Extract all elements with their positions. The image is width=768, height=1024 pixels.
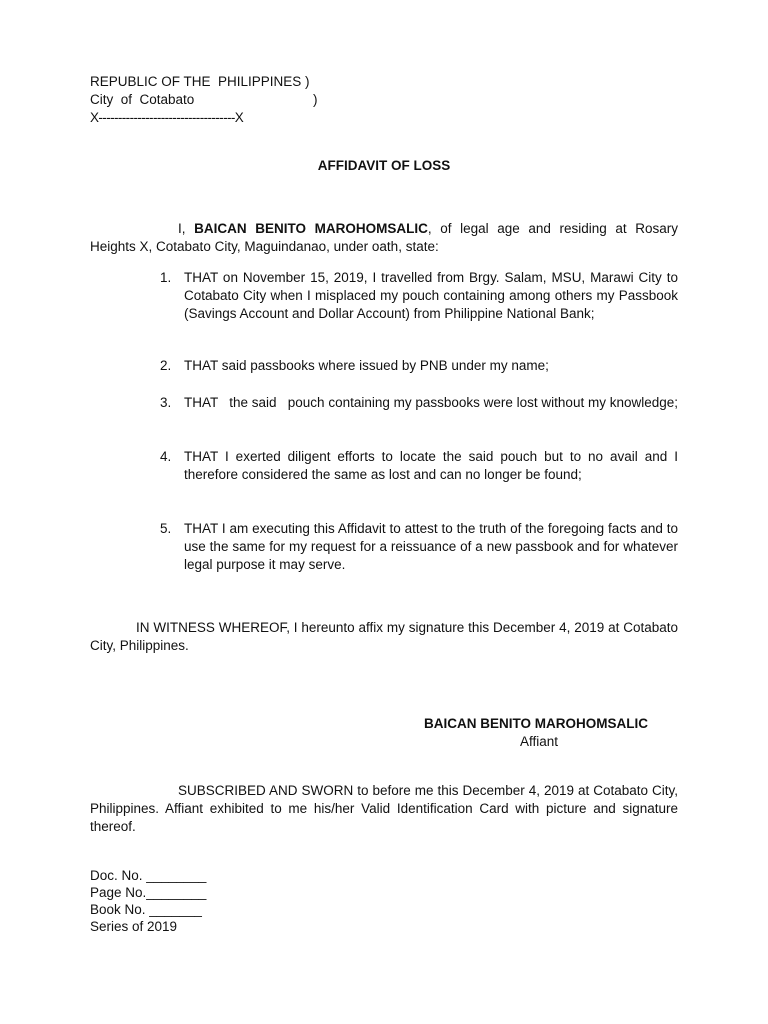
list-item-number: 2. xyxy=(160,358,172,373)
list-item-text: THAT the said pouch containing my passbooks were lost without my knowledge; xyxy=(184,395,678,410)
notarial-doc-no: Doc. No. ________ xyxy=(90,868,207,883)
list-item-text: THAT I am executing this Affidavit to attest to the truth of the foregoing facts and to use the same for my request for a reissuance of a new passbook and for whatever legal purpose it may serve. xyxy=(184,521,678,572)
list-item-text: THAT I exerted diligent efforts to locate the said pouch but to no avail and I therefore considered the same as lost and can no longer be found; xyxy=(184,449,678,482)
header-city-paren: ) xyxy=(313,92,318,107)
intro-rest: , of legal age and residing at Rosary Heights X, Cotabato City, Maguindanao, under oath, state: xyxy=(90,221,678,254)
header-city: City of Cotabato xyxy=(90,92,195,107)
notarial-book-no: Book No. _______ xyxy=(90,902,202,917)
intro-paragraph xyxy=(90,220,678,256)
list-item-text: THAT on November 15, 2019, I travelled from Brgy. Salam, MSU, Marawi City to Cotabato City when I misplaced my pouch containing among others my Passbook (Savings Account and Dollar Account) from Philippine National Bank; xyxy=(184,270,678,321)
document-title: AFFIDAVIT OF LOSS xyxy=(317,158,451,173)
header-divider: X-----------------------------------X xyxy=(90,110,244,125)
signature-role: Affiant xyxy=(520,734,559,749)
list-item-number: 4. xyxy=(160,449,172,464)
header-republic: REPUBLIC OF THE PHILIPPINES ) xyxy=(90,74,310,89)
affiant-name-inline: BAICAN BENITO MAROHOMSALIC xyxy=(194,221,428,236)
notarial-series: Series of 2019 xyxy=(90,919,178,934)
list-item-number: 5. xyxy=(160,521,172,536)
list-item-number: 1. xyxy=(160,270,172,285)
notarial-page-no: Page No.________ xyxy=(90,885,207,900)
signature-name: BAICAN BENITO MAROHOMSALIC xyxy=(424,716,648,731)
jurat-paragraph: SUBSCRIBED AND SWORN to before me this December 4, 2019 at Cotabato City, Philippines. Affiant exhibited to me his/her Valid Identification Card with picture and signature thereof. xyxy=(90,783,678,834)
list-item-number: 3. xyxy=(160,395,172,410)
intro-prefix: I, xyxy=(178,221,195,236)
witness-paragraph: IN WITNESS WHEREOF, I hereunto affix my signature this December 4, 2019 at Cotabato City, Philippines. xyxy=(90,620,678,653)
list-item-text: THAT said passbooks where issued by PNB under my name; xyxy=(184,358,549,373)
